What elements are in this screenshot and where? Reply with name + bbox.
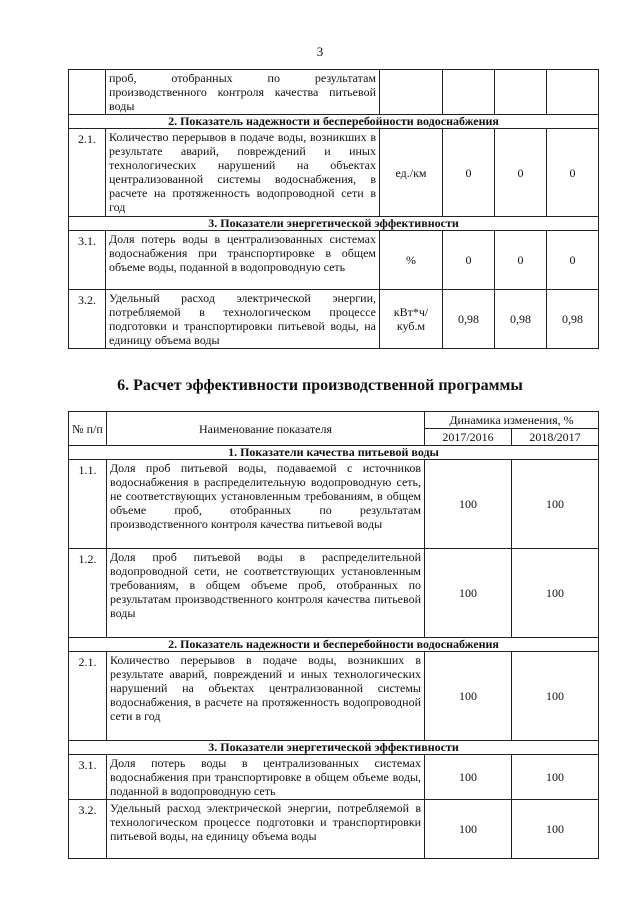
column-header-period: 2017/2016 <box>425 429 512 446</box>
row-description: Количество перерывов в подаче воды, возникших в результате аварий, повреждений и иных технологических нарушений на объектах централизованной системы водоснабжения, в расчете на протяженность водопроводной сети в год <box>106 129 380 217</box>
table-row <box>69 290 599 349</box>
row-value: 0,98 <box>547 290 599 349</box>
row-number: 2.1. <box>69 129 106 217</box>
table-row <box>69 129 599 217</box>
row-number: 3.1. <box>69 755 107 800</box>
section-title: 2. Показатель надежности и бесперебойности водоснабжения <box>69 115 599 129</box>
row-description: Доля проб питьевой воды, подаваемой с источников водоснабжения в распределительную водопроводную сеть, не соответствующих установленным требованиям, в общем объеме проб, отобранных по результатам производственного контроля качества питьевой воды <box>107 460 425 549</box>
section-title: 3. Показатели энергетической эффективности <box>69 741 599 755</box>
section-title: 3. Показатели энергетической эффективности <box>69 217 599 231</box>
column-header-period: 2018/2017 <box>512 429 599 446</box>
table-row <box>69 652 599 741</box>
indicators-table <box>68 69 599 349</box>
row-number: 3.1. <box>69 231 106 290</box>
row-number: 3.2. <box>69 290 106 349</box>
row-description: Доля потерь воды в централизованных системах водоснабжения при транспортировке в общем объеме воды, поданной в водопроводную сеть <box>106 231 380 290</box>
column-header-name: Наименование показателя <box>107 412 425 446</box>
table-row <box>69 800 599 859</box>
row-value: 100 <box>425 460 512 549</box>
row-value: 100 <box>512 800 599 859</box>
row-value: 0 <box>547 231 599 290</box>
row-description: Удельный расход электрической энергии, потребляемой в технологическом процессе подготовки и транспортировки питьевой воды, на единицу объема воды <box>107 800 425 859</box>
table-row <box>69 460 599 549</box>
row-number: 2.1. <box>69 652 107 741</box>
row-value: 0 <box>495 231 547 290</box>
row-unit: ед./км <box>380 129 443 217</box>
row-number: 3.2. <box>69 800 107 859</box>
row-value: 100 <box>425 755 512 800</box>
row-description: проб, отобранных по результатам производственного контроля качества питьевой воды <box>106 70 380 115</box>
row-value: 100 <box>512 549 599 638</box>
table-row <box>69 755 599 800</box>
table-header-row <box>69 412 599 429</box>
row-unit: % <box>380 231 443 290</box>
row-number: 1.1. <box>69 460 107 549</box>
row-description: Доля проб питьевой воды в распределительной водопроводной сети, не соответствующих установленным требованиям, в общем объеме проб, отобранных по результатам производственного контроля качества питьевой воды <box>107 549 425 638</box>
section-heading: 6. Расчет эффективности производственной программы <box>117 377 523 394</box>
row-description: Количество перерывов в подаче воды, возникших в результате аварий, повреждений и иных технологических нарушений на объектах централизованной системы водоснабжения, в расчете на протяженность водопроводной сети в год <box>107 652 425 741</box>
table-row <box>69 70 599 115</box>
row-value: 0,98 <box>443 290 495 349</box>
efficiency-table <box>68 411 599 859</box>
row-value: 100 <box>512 460 599 549</box>
section-title: 1. Показатели качества питьевой воды <box>69 446 599 460</box>
row-value: 100 <box>425 652 512 741</box>
row-value: 0 <box>547 129 599 217</box>
row-description: Доля потерь воды в централизованных системах водоснабжения при транспортировке в общем объеме воды, поданной в водопроводную сеть <box>107 755 425 800</box>
row-description: Удельный расход электрической энергии, потребляемой в технологическом процессе подготовки и транспортировки питьевой воды, на единицу объема воды <box>106 290 380 349</box>
row-value: 0 <box>495 129 547 217</box>
row-value: 100 <box>512 755 599 800</box>
column-header-number: № п/п <box>69 412 107 446</box>
table-row <box>69 231 599 290</box>
row-value: 0,98 <box>495 290 547 349</box>
row-value: 100 <box>512 652 599 741</box>
row-value: 100 <box>425 549 512 638</box>
row-value: 0 <box>443 129 495 217</box>
row-value: 0 <box>443 231 495 290</box>
section-title: 2. Показатель надежности и бесперебойности водоснабжения <box>69 638 599 652</box>
row-unit: кВт*ч/ куб.м <box>380 290 443 349</box>
column-header-dynamics: Динамика изменения, % <box>425 412 599 429</box>
row-value: 100 <box>425 800 512 859</box>
table-row <box>69 549 599 638</box>
row-number: 1.2. <box>69 549 107 638</box>
page-number: 3 <box>316 44 324 59</box>
